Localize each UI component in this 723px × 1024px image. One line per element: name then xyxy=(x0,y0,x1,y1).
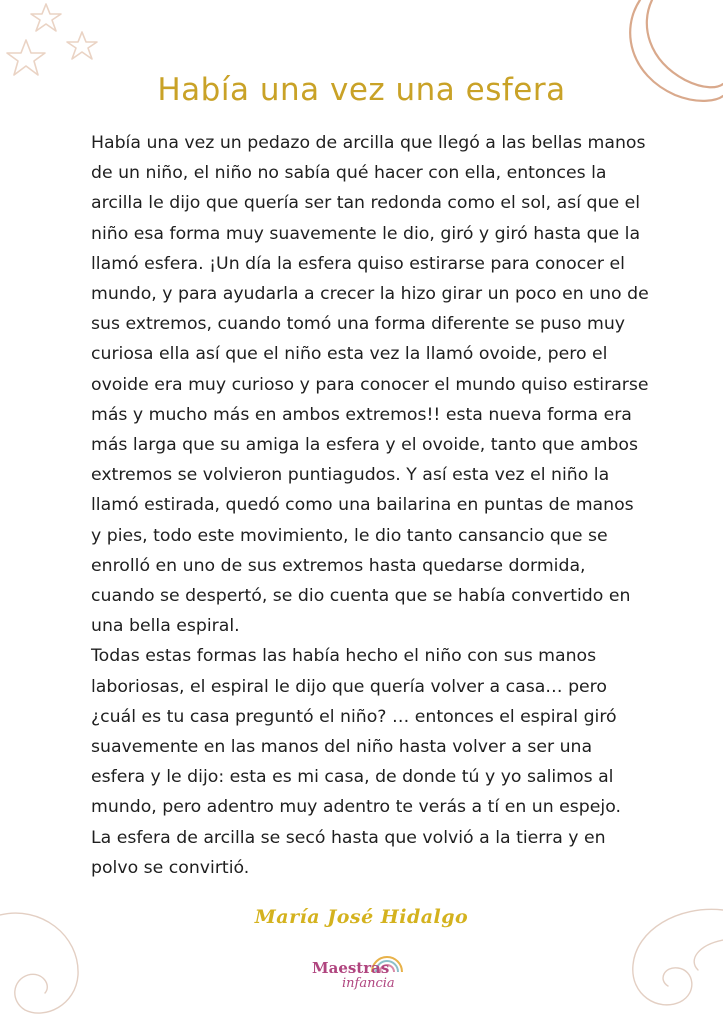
page-title: Había una vez una esfera xyxy=(157,72,566,108)
story-line: llamó esfera. ¡Un día la esfera quiso estirarse para conocer el xyxy=(91,253,625,274)
story-line: mundo, pero adentro muy adentro te verás a tí en un espejo. xyxy=(91,797,621,818)
story-line: esfera y le dijo: esta es mi casa, de donde tú y yo salimos al xyxy=(91,767,614,788)
story-line: Había una vez un pedazo de arcilla que llegó a las bellas manos xyxy=(91,133,646,153)
story-line: enrolló en uno de sus extremos hasta quedarse dormida, xyxy=(91,555,586,576)
maestras-infancia-logo xyxy=(312,953,412,999)
story-line: curiosa ella así que el niño esta vez la llamó ovoide, pero el xyxy=(91,344,608,365)
story-line: suavemente en las manos del niño hasta volver a ser una xyxy=(91,737,593,758)
story-line: cuando se despertó, se dio cuenta que se había convertido en xyxy=(91,586,631,607)
story-line: laboriosas, el espiral le dijo que quería volver a casa… pero xyxy=(91,676,607,697)
story-line: mundo, y para ayudarla a crecer la hizo girar un poco en uno de xyxy=(91,284,649,305)
story-line: ovoide era muy curioso y para conocer el mundo quiso estirarse xyxy=(91,374,649,395)
story-line: de un niño, el niño no sabía qué hacer con ella, entonces la xyxy=(91,163,607,184)
story-line: una bella espiral. xyxy=(91,616,240,637)
story-line: niño esa forma muy suavemente le dio, giró y giró hasta que la xyxy=(91,223,641,244)
story-line: llamó estirada, quedó como una bailarina en puntas de manos xyxy=(91,495,634,516)
story-line: sus extremos, cuando tomó una forma diferente se puso muy xyxy=(91,314,626,335)
story-line: más y mucho más en ambos extremos!! esta nueva forma era xyxy=(91,404,632,425)
author-signature: María José Hidalgo xyxy=(254,906,469,928)
logo-main-text: Maestras xyxy=(312,959,390,977)
story-line: polvo se convirtió. xyxy=(91,857,250,878)
story-line: La esfera de arcilla se secó hasta que volvió a la tierra y en xyxy=(91,827,606,848)
story-line: arcilla le dijo que quería ser tan redonda como el sol, así que el xyxy=(91,193,641,214)
story-line: ¿cuál es tu casa preguntó el niño? … entonces el espiral giró xyxy=(91,706,617,727)
story-line: Todas estas formas las había hecho el niño con sus manos xyxy=(91,646,597,667)
story-line: y pies, todo este movimiento, le dio tanto cansancio que se xyxy=(91,525,608,546)
story-line: extremos se volvieron puntiagudos. Y así esta vez el niño la xyxy=(91,465,610,486)
story-text xyxy=(91,128,651,883)
story-line: más larga que su amiga la esfera y el ovoide, tanto que ambos xyxy=(91,435,638,456)
logo-sub-text: infancia xyxy=(342,976,395,991)
